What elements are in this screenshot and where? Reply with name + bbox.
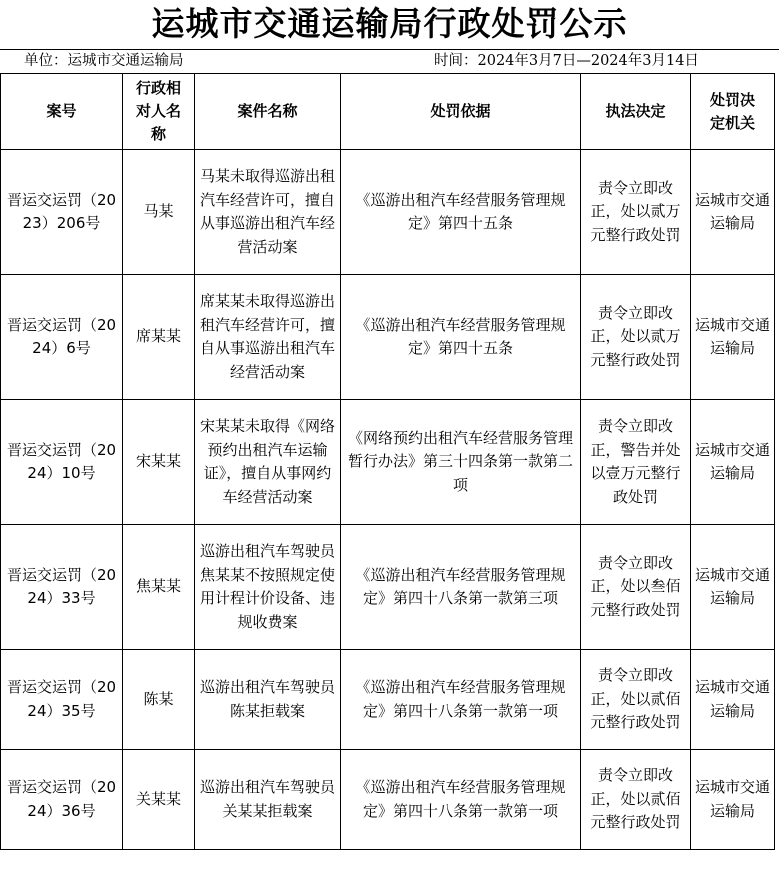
cell-authority: 运城市交通运输局 xyxy=(691,650,775,750)
table-row xyxy=(1,525,775,650)
cell-party: 陈某 xyxy=(123,650,195,750)
cell-authority: 运城市交通运输局 xyxy=(691,525,775,650)
cell-case-no: 晋运交运罚（2024）36号 xyxy=(1,750,123,850)
period-label: 时间：2024年3月7日—2024年3月14日 xyxy=(434,53,699,69)
cell-case-name: 席某某未取得巡游出租汽车经营许可，擅自从事巡游出租汽车经营活动案 xyxy=(195,275,341,400)
cell-party: 关某某 xyxy=(123,750,195,850)
cell-decision: 责令立即改正，处以贰万元整行政处罚 xyxy=(581,150,691,275)
cell-authority: 运城市交通运输局 xyxy=(691,750,775,850)
cell-decision: 责令立即改正，处以贰万元整行政处罚 xyxy=(581,275,691,400)
cell-party: 席某某 xyxy=(123,275,195,400)
cell-case-name: 巡游出租汽车驾驶员焦某某不按照规定使用计程计价设备、违规收费案 xyxy=(195,525,341,650)
unit-label: 单位：运城市交通运输局 xyxy=(24,53,184,69)
table-row xyxy=(1,400,775,525)
header-party: 行政相对人名称 xyxy=(123,74,195,150)
header-case-no: 案号 xyxy=(1,74,123,150)
table-row xyxy=(1,275,775,400)
cell-decision: 责令立即改正，警告并处以壹万元整行政处罚 xyxy=(581,400,691,525)
cell-case-name: 巡游出租汽车驾驶员关某某拒载案 xyxy=(195,750,341,850)
cell-case-name: 马某未取得巡游出租汽车经营许可，擅自从事巡游出租汽车经营活动案 xyxy=(195,150,341,275)
cell-party: 焦某某 xyxy=(123,525,195,650)
cell-case-no: 晋运交运罚（2024）6号 xyxy=(1,275,123,400)
header-case-name: 案件名称 xyxy=(195,74,341,150)
cell-case-no: 晋运交运罚（2024）33号 xyxy=(1,525,123,650)
cell-case-name: 巡游出租汽车驾驶员陈某拒载案 xyxy=(195,650,341,750)
penalty-table xyxy=(0,73,775,850)
header-authority: 处罚决定机关 xyxy=(691,74,775,150)
table-row xyxy=(1,750,775,850)
document-title: 运城市交通运输局行政处罚公示 xyxy=(151,4,628,43)
cell-authority: 运城市交通运输局 xyxy=(691,275,775,400)
cell-basis: 《巡游出租汽车经营服务管理规定》第四十五条 xyxy=(341,275,581,400)
table-header-row xyxy=(1,74,775,150)
cell-case-no: 晋运交运罚（2024）35号 xyxy=(1,650,123,750)
cell-basis: 《网络预约出租汽车经营服务管理暂行办法》第三十四条第一款第二项 xyxy=(341,400,581,525)
cell-case-no: 晋运交运罚（2023）206号 xyxy=(1,150,123,275)
cell-case-name: 宋某某未取得《网络预约出租汽车运输证》，擅自从事网约车经营活动案 xyxy=(195,400,341,525)
cell-basis: 《巡游出租汽车经营服务管理规定》第四十八条第一款第一项 xyxy=(341,750,581,850)
header-basis: 处罚依据 xyxy=(341,74,581,150)
header-decision: 执法决定 xyxy=(581,74,691,150)
cell-basis: 《巡游出租汽车经营服务管理规定》第四十五条 xyxy=(341,150,581,275)
cell-decision: 责令立即改正，处以叁佰元整行政处罚 xyxy=(581,525,691,650)
cell-decision: 责令立即改正，处以贰佰元整行政处罚 xyxy=(581,650,691,750)
table-row xyxy=(1,150,775,275)
cell-party: 宋某某 xyxy=(123,400,195,525)
cell-authority: 运城市交通运输局 xyxy=(691,150,775,275)
cell-basis: 《巡游出租汽车经营服务管理规定》第四十八条第一款第一项 xyxy=(341,650,581,750)
cell-party: 马某 xyxy=(123,150,195,275)
cell-authority: 运城市交通运输局 xyxy=(691,400,775,525)
cell-basis: 《巡游出租汽车经营服务管理规定》第四十八条第一款第三项 xyxy=(341,525,581,650)
cell-case-no: 晋运交运罚（2024）10号 xyxy=(1,400,123,525)
meta-line xyxy=(0,50,779,72)
table-row xyxy=(1,650,775,750)
cell-decision: 责令立即改正，处以贰佰元整行政处罚 xyxy=(581,750,691,850)
